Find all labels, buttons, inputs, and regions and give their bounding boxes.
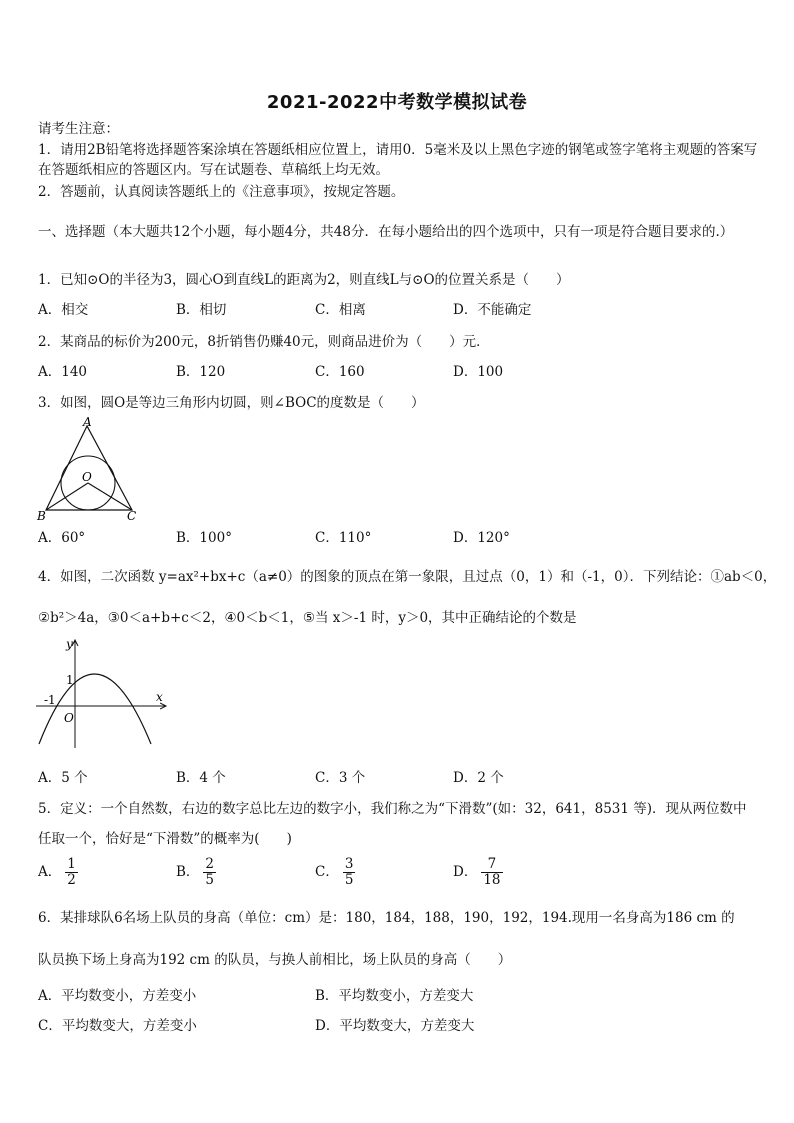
q5-option-b-denominator: 5 <box>205 872 215 888</box>
q5-option-a-numerator: 1 <box>67 856 76 872</box>
q1-option-b: B．相切 <box>176 302 227 318</box>
q6-option-c: C．平均数变大，方差变小 <box>38 1018 197 1034</box>
q5-option-c-letter: C． <box>315 864 339 880</box>
q2-option-d: D．100 <box>453 364 504 380</box>
notice-item-1: 1．请用2B铅笔将选择题答案涂填在答题纸相应位置上，请用0．5毫米及以上黑色字迹的钢笔或签字笔将主观题的答案写在答题纸相应的答题区内。写在试题卷、草稿纸上均无效。 <box>38 142 758 178</box>
q5-option-a-letter: A． <box>38 864 62 880</box>
axis-label-x: x <box>156 690 163 704</box>
q3-option-b: B．100° <box>176 530 232 546</box>
q5-option-a-denominator: 2 <box>67 872 76 888</box>
q3-option-a: A．60° <box>38 530 86 546</box>
q4-option-c: C．3 个 <box>315 770 366 786</box>
q1-option-d: D．不能确定 <box>453 302 532 318</box>
q5-option-d-numerator: 7 <box>481 857 502 873</box>
q5-option-d-fraction <box>481 857 502 888</box>
q5-option-c <box>315 857 355 888</box>
q1-option-a: A．相交 <box>38 302 89 318</box>
q5-option-b <box>176 857 216 888</box>
q5-option-b-numerator: 2 <box>205 856 215 872</box>
q5-option-a-fraction <box>65 857 78 888</box>
question-3-stem: 3．如图，圆O是等边三角形内切圆，则∠BOC的度数是（ ） <box>38 395 425 411</box>
label-o: O <box>82 470 92 484</box>
q5-option-c-denominator: 5 <box>344 872 354 888</box>
q5-option-a <box>38 857 78 888</box>
label-c: C <box>127 509 137 523</box>
q5-option-d-denominator: 18 <box>483 872 501 888</box>
tick-label-1: 1 <box>66 673 74 687</box>
question-4-stem-line2: ②b²＞4a，③0＜a+b+c＜2，④0＜b＜1，⑤当 x＞-1 时，y＞0，其中正确结论的个数是 <box>38 610 577 626</box>
q2-option-b: B．120 <box>176 364 226 380</box>
q5-option-c-numerator: 3 <box>344 856 354 872</box>
notice-heading: 请考生注意： <box>38 121 119 137</box>
question-5-stem-line2: 任取一个，恰好是“下滑数”的概率为( ) <box>38 831 292 847</box>
q2-option-a: A．140 <box>38 364 88 380</box>
q2-option-c: C．160 <box>315 364 365 380</box>
question-4-stem-line1: 4．如图，二次函数 y=ax²+bx+c（a≠0）的图象的顶点在第一象限，且过点（0，1）和（-1，0）．下列结论：①ab＜0， <box>38 569 777 585</box>
origin-label: O <box>64 711 74 725</box>
notice-item-2: 2．答题前，认真阅读答题纸上的《注意事项》，按规定答题。 <box>38 184 405 200</box>
q5-option-d <box>453 857 503 888</box>
q6-option-b: B．平均数变小，方差变大 <box>315 988 474 1004</box>
q1-option-c: C．相离 <box>315 302 366 318</box>
q4-option-b: B．4 个 <box>176 770 226 786</box>
q5-option-b-letter: B． <box>176 864 200 880</box>
axis-label-y: y <box>66 637 73 651</box>
q5-option-d-letter: D． <box>453 864 478 880</box>
tick-label-neg-1: -1 <box>44 693 56 707</box>
question-5-stem-line1: 5．定义：一个自然数，右边的数字总比左边的数字小，我们称之为“下滑数”(如：32，641，8531 等)．现从两位数中 <box>38 801 747 817</box>
q5-option-b-fraction <box>203 857 216 888</box>
question-6-stem-line2: 队员换下场上身高为192 cm 的队员，与换人前相比，场上队员的身高（ ） <box>38 952 512 968</box>
label-b: B <box>37 509 46 523</box>
label-a: A <box>83 415 92 429</box>
parabola-curve <box>39 674 151 744</box>
q6-option-a: A．平均数变小，方差变小 <box>38 988 197 1004</box>
question-6-stem-line1: 6．某排球队6名场上队员的身高（单位：cm）是：180，184，188，190，192，194.现用一名身高为186 cm 的 <box>38 910 735 926</box>
q4-option-d: D．2 个 <box>453 770 504 786</box>
question-2-stem: 2．某商品的标价为200元，8折销售仍赚40元，则商品进价为（ ）元． <box>38 334 490 350</box>
question-1-stem: 1．已知⊙O的半径为3，圆心O到直线L的距离为2，则直线L与⊙O的位置关系是（ ） <box>38 272 570 288</box>
triangle-incircle-figure <box>34 414 144 524</box>
q5-option-c-fraction <box>343 857 356 888</box>
q3-option-d: D．120° <box>453 530 510 546</box>
section-heading: 一、选择题（本大题共12个小题，每小题4分，共48分．在每小题给出的四个选项中，只有一项是符合题目要求的.） <box>38 224 734 240</box>
page-title: 2021-2022中考数学模拟试卷 <box>266 92 528 113</box>
parabola-figure <box>34 634 174 754</box>
q4-option-a: A．5 个 <box>38 770 88 786</box>
triangle-abc <box>46 426 132 510</box>
q3-option-c: C．110° <box>315 530 372 546</box>
q6-option-d: D．平均数变大，方差变大 <box>315 1018 475 1034</box>
